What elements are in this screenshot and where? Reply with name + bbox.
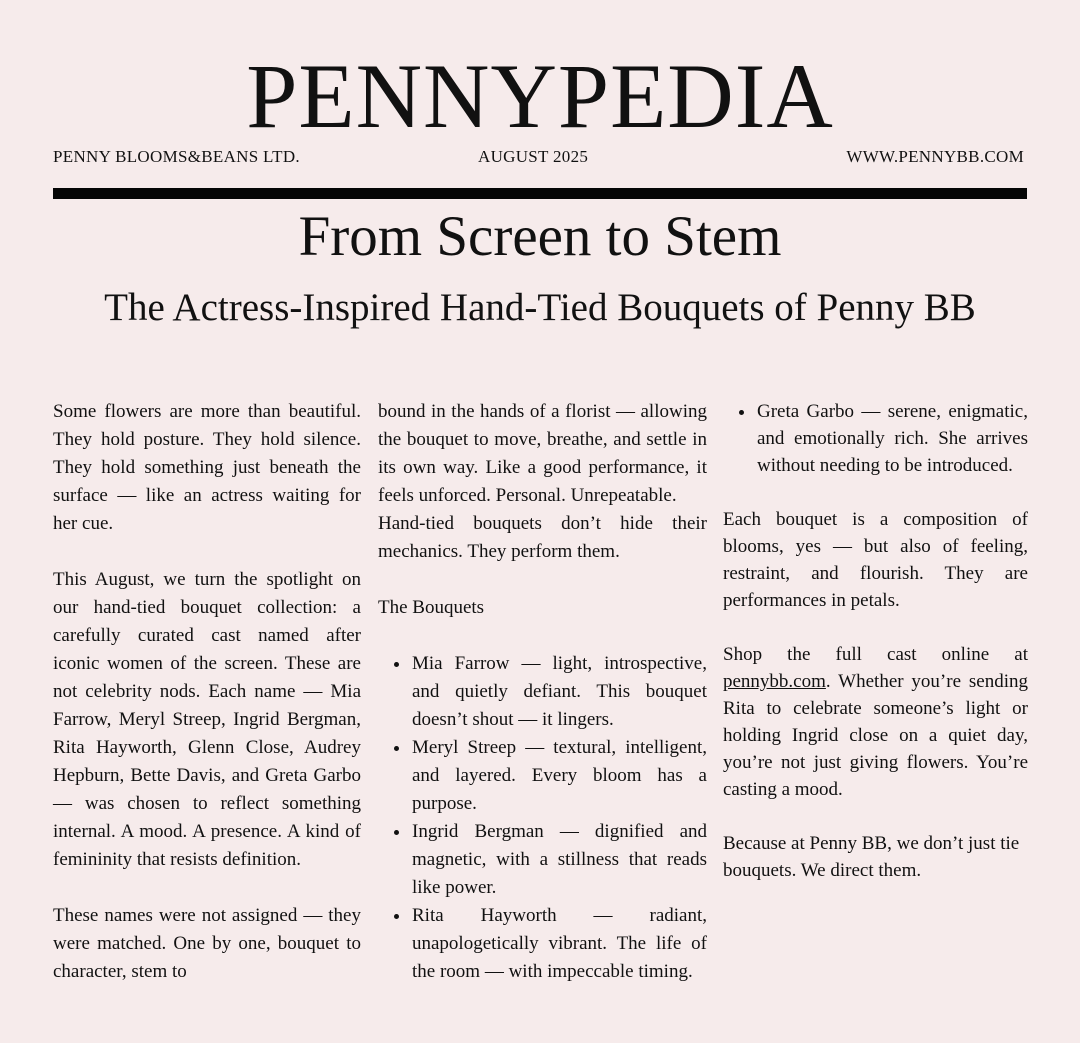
paragraph: bound in the hands of a florist — allowing the bouquet to move, breathe, and settle in its own way. Like a good performance, it feels unforced. Personal. Unrepeatable. — [378, 401, 707, 506]
publisher-name: PENNY BLOOMS&BEANS LTD. — [53, 147, 300, 166]
bouquet-list — [378, 650, 707, 986]
issue-date: AUGUST 2025 — [478, 147, 589, 166]
article-column-2 — [378, 398, 707, 986]
article-column-1 — [53, 398, 361, 986]
website-address: WWW.PENNYBB.COM — [846, 147, 1024, 166]
masthead-title: PENNYPEDIA — [246, 45, 834, 147]
article-column-3 — [723, 398, 1028, 911]
paragraph: These names were not assigned — they were matched. One by one, bouquet to character, stem to — [53, 905, 361, 982]
shop-text-before: Shop the full cast online at — [723, 644, 1028, 665]
masthead-divider — [53, 188, 1027, 199]
bouquet-list-item: Mia Farrow — light, introspective, and quietly defiant. This bouquet doesn’t shout — it lingers. — [412, 650, 707, 734]
shop-text-after: . Whether you’re sending Rita to celebrate someone’s light or holding Ingrid close on a quiet day, you’re not just giving flowers. You’re casting a mood. — [723, 671, 1028, 800]
paragraph: This August, we turn the spotlight on our hand-tied bouquet collection: a carefully curated cast named after iconic women of the screen. These are not celebrity nods. Each name — Mia Farrow, Meryl Streep, Ingrid Bergman, Rita Hayworth, Glenn Close, Audrey Hepburn, Bette Davis, and Greta Garbo — was chosen to reflect something internal. A mood. A presence. A kind of femininity that resists definition. — [53, 569, 361, 870]
shop-paragraph — [723, 641, 1028, 803]
bouquet-list-item: Greta Garbo — serene, enigmatic, and emotionally rich. She arrives without needing to be introduced. — [757, 398, 1028, 479]
masthead-meta-row — [53, 146, 1024, 168]
article-headline: From Screen to Stem — [298, 205, 782, 268]
section-label-bouquets: The Bouquets — [378, 597, 485, 618]
bouquet-list-item: Meryl Streep — textural, intelligent, and layered. Every bloom has a purpose. — [412, 734, 707, 818]
paragraph: Each bouquet is a composition of blooms, yes — but also of feeling, restraint, and flourish. They are performances in petals. — [723, 509, 1028, 611]
paragraph: Hand-tied bouquets don’t hide their mechanics. They perform them. — [378, 513, 707, 562]
article-subheadline: The Actress-Inspired Hand-Tied Bouquets of Penny BB — [104, 286, 976, 329]
bouquet-list-item: Ingrid Bergman — dignified and magnetic, with a stillness that reads like power. — [412, 818, 707, 902]
bouquet-list-item: Rita Hayworth — radiant, unapologetically vibrant. The life of the room — with impeccable timing. — [412, 902, 707, 986]
shop-link[interactable]: pennybb.com — [723, 671, 826, 692]
bouquet-list-continued — [723, 398, 1028, 479]
closing-paragraph: Because at Penny BB, we don’t just tie bouquets. We direct them. — [723, 833, 1020, 881]
paragraph: Some flowers are more than beautiful. They hold posture. They hold silence. They hold something just beneath the surface — like an actress waiting for her cue. — [53, 401, 361, 534]
